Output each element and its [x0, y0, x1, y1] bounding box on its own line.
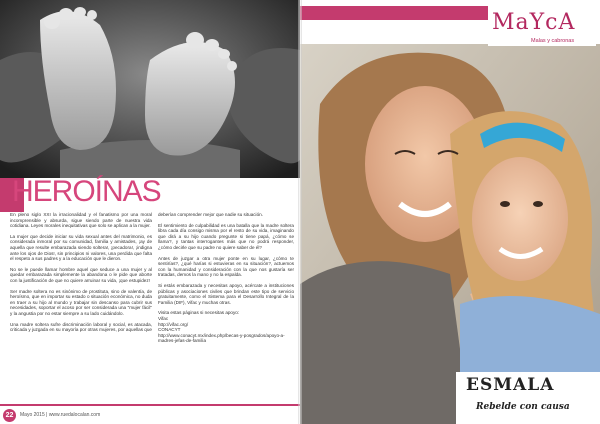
section-title: ESMALA: [466, 375, 555, 395]
page-gutter: [298, 0, 302, 424]
paragraph: Antes de juzgar a otra mujer ponte en su lugar, ¿cómo te sentirías?, ¿qué harías si estuvieras en su situación?, actuemos con la humanidad y consideración con la que nos gustaría ser tratadas, demos la mano y no la espalda.: [158, 255, 294, 278]
article-title: HEROÍNAS: [12, 175, 161, 208]
paragraph: El sentimiento de culpabilidad es una batalla que la madre soltera libra cada día consigo misma por el resto de su vida, imaginando que dirá a su hijo cuando pregunte si tiene papá, ¿cómo se llama?, y tantas interrogantes más que no podrá responder, ¿cómo decirle que su padre no quiere saber de él?: [158, 222, 294, 250]
article-column-1: [10, 212, 152, 338]
resources-paragraph: Visita estas páginas si necesitas apoyo: Vifac http://vifac.org/ CONACYT http://www.conacyt.mx/index.php/becas-y-posgrados/apoyo-a-madres-jefas-de-familia: [158, 310, 285, 344]
paragraph: Si estás embarazada y necesitas apoyo, acércate a instituciones públicas y asociaciones civiles que brindan este tipo de servicio gratuitamente, como el Sistema para el Desarrollo Integral de la Familia (DIF), Vifac y muchas otras.: [158, 282, 294, 305]
magazine-logo: MaYcA: [492, 10, 576, 35]
paragraph: La mujer que decide iniciar su vida sexual antes del matrimonio, es considerada inmoral por su comunidad, familia y amistades, ¡ay de aquella que resulte embarazada siendo soltera!, ¡pecadora!, ¡indigna ante los ojos de Dios!, sin principios ni valores, una perdida que falta el respeto a sus padres y a la educación que le dieron.: [10, 233, 152, 262]
right-page: [300, 0, 600, 424]
baby-feet-image: [0, 0, 300, 186]
paragraph: Una madre soltera sufre discriminación laboral y social, es atacada, criticada y juzgada en su mayoría por otras mujeres, por aquellas que: [10, 321, 152, 333]
header-accent-strip: [300, 6, 488, 20]
section-subtitle: Rebelde con causa: [476, 402, 570, 412]
mother-daughter-image: [300, 44, 600, 424]
paragraph: Ser madre soltera no es sinónimo de prostituta, sino de valentía, de heroísmo, que en importar su estado o situación económica, no duda en traer a su hijo al mundo y trabajar sin descanso para cubrir sus necesidades, soportar el acoso por ser considerada una "mujer fácil" y la angustia por no estar siempre a su lado cuidándolo.: [10, 288, 152, 316]
logo-tagline: Malas y cabronas: [531, 38, 575, 44]
paragraph: No se le puede llamar hombre aquel que seduce a una mujer y al quedar embarazada simplemente la abandona o le pide que aborte con la justificación de que no quiere arruinar su vida, ¡que estupidez!: [10, 266, 152, 283]
baby-feet-photo: [0, 0, 300, 186]
paragraph: En pleno siglo XXI la irracionalidad y el fanatismo por una moral incomprensible y absurda, sigue siendo parte de nuestra vida cotidiana. Leyes morales inequitativas que solo se aplican a la mujer.: [10, 212, 152, 229]
page-number: 22: [3, 409, 16, 422]
footer-divider: [0, 404, 300, 406]
article-column-2: [158, 212, 294, 349]
mother-daughter-photo: [300, 44, 600, 424]
footer-text: Mayo 2015 | www.ruedalocalan.com: [20, 412, 101, 418]
paragraph: deberían comprender mejor que nadie su situación.: [158, 212, 263, 217]
